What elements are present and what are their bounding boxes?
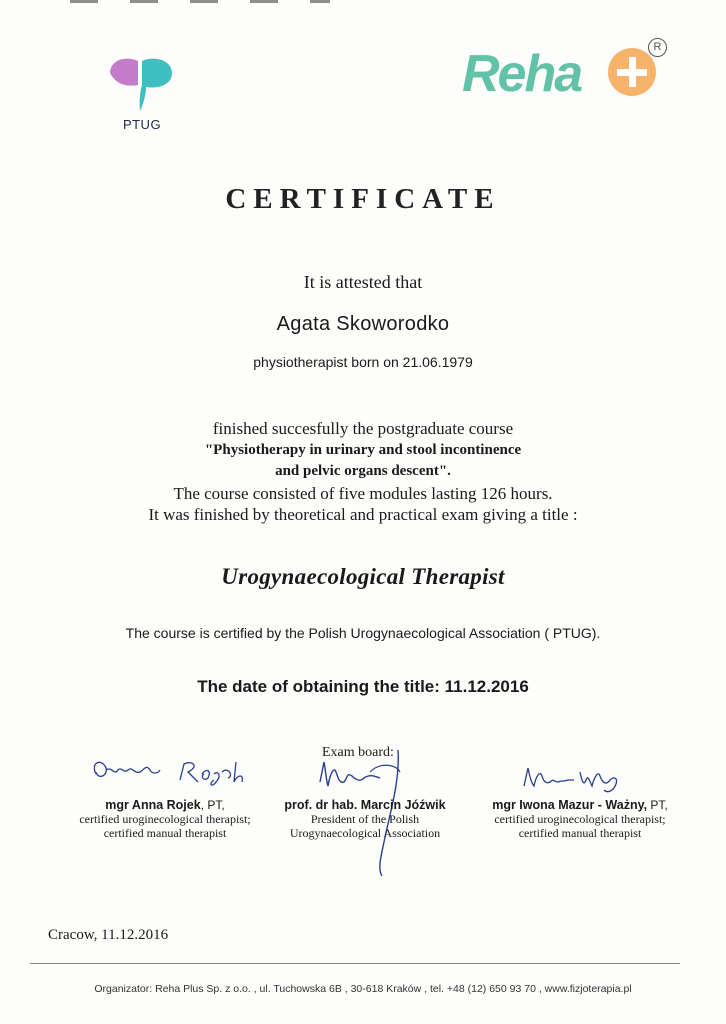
- signatory-iwona-mazur-wazny: [455, 798, 705, 840]
- signature-iwona-mazur-wazny: [520, 760, 630, 800]
- organizer-footer: Organizator: Reha Plus Sp. z o.o. , ul. Tuchowska 6B , 30-618 Kraków , tel. +48 (12) 650 93 70 , www.fizjoterapia.pl: [94, 983, 632, 995]
- certification-note: The course is certified by the Polish Urogynaecological Association ( PTUG).: [125, 625, 601, 641]
- recipient-details: physiotherapist born on 21.06.1979: [253, 354, 473, 370]
- signatory-suffix: , PT,: [200, 798, 225, 812]
- signatory-anna-rojek: [40, 798, 290, 840]
- ptug-logo-mark: [106, 55, 178, 115]
- course-line-2: The course consisted of five modules lasting 126 hours.: [173, 483, 553, 503]
- reha-logo-text: Reha: [462, 45, 582, 103]
- signatory-name: mgr Anna Rojek: [105, 798, 201, 812]
- place-and-date: Cracow, 11.12.2016: [48, 927, 169, 943]
- signatory-role-1: certified uroginecological therapist;: [79, 812, 251, 826]
- course-name-line-2: and pelvic organs descent".: [275, 463, 451, 479]
- title-date: The date of obtaining the title: 11.12.2016: [197, 677, 529, 696]
- course-name-line-1: "Physiotherapy in urinary and stool incontinence: [204, 441, 522, 458]
- course-line-1: finished succesfully the postgraduate course: [212, 419, 514, 438]
- footer-divider: [30, 963, 680, 964]
- course-line-3: It was finished by theoretical and practical exam giving a title :: [148, 505, 578, 524]
- signatory-role-2: Urogynaecological Association: [289, 826, 441, 840]
- plus-icon: [608, 48, 656, 96]
- registered-mark: R: [648, 38, 667, 57]
- certificate-title: CERTIFICATE: [225, 183, 501, 215]
- signatory-role-2: certified manual therapist: [103, 826, 227, 840]
- ptug-logo: [100, 55, 184, 135]
- signature-anna-rojek: [88, 752, 248, 792]
- signatory-name: mgr Iwona Mazur - Ważny,: [492, 798, 648, 812]
- ptug-logo-text: PTUG: [122, 117, 162, 132]
- signatory-role-2: certified manual therapist: [518, 826, 642, 840]
- signatory-suffix: PT,: [647, 798, 668, 812]
- awarded-title: Urogynaecological Therapist: [221, 564, 505, 589]
- signatory-marcin-jozwik: [255, 798, 475, 840]
- reha-plus-logo: [458, 38, 673, 110]
- signatory-role-1: certified uroginecological therapist;: [494, 812, 666, 826]
- signatory-role-1: President of the Polish: [310, 812, 420, 826]
- attestation-text: It is attested that: [303, 272, 423, 292]
- exam-board-label: Exam board:: [322, 745, 394, 760]
- signatory-name: prof. dr hab. Marcin Jóźwik: [284, 798, 446, 812]
- scan-artifact: [70, 0, 330, 3]
- course-description: [0, 418, 726, 526]
- recipient-name: Agata Skoworodko: [276, 313, 450, 335]
